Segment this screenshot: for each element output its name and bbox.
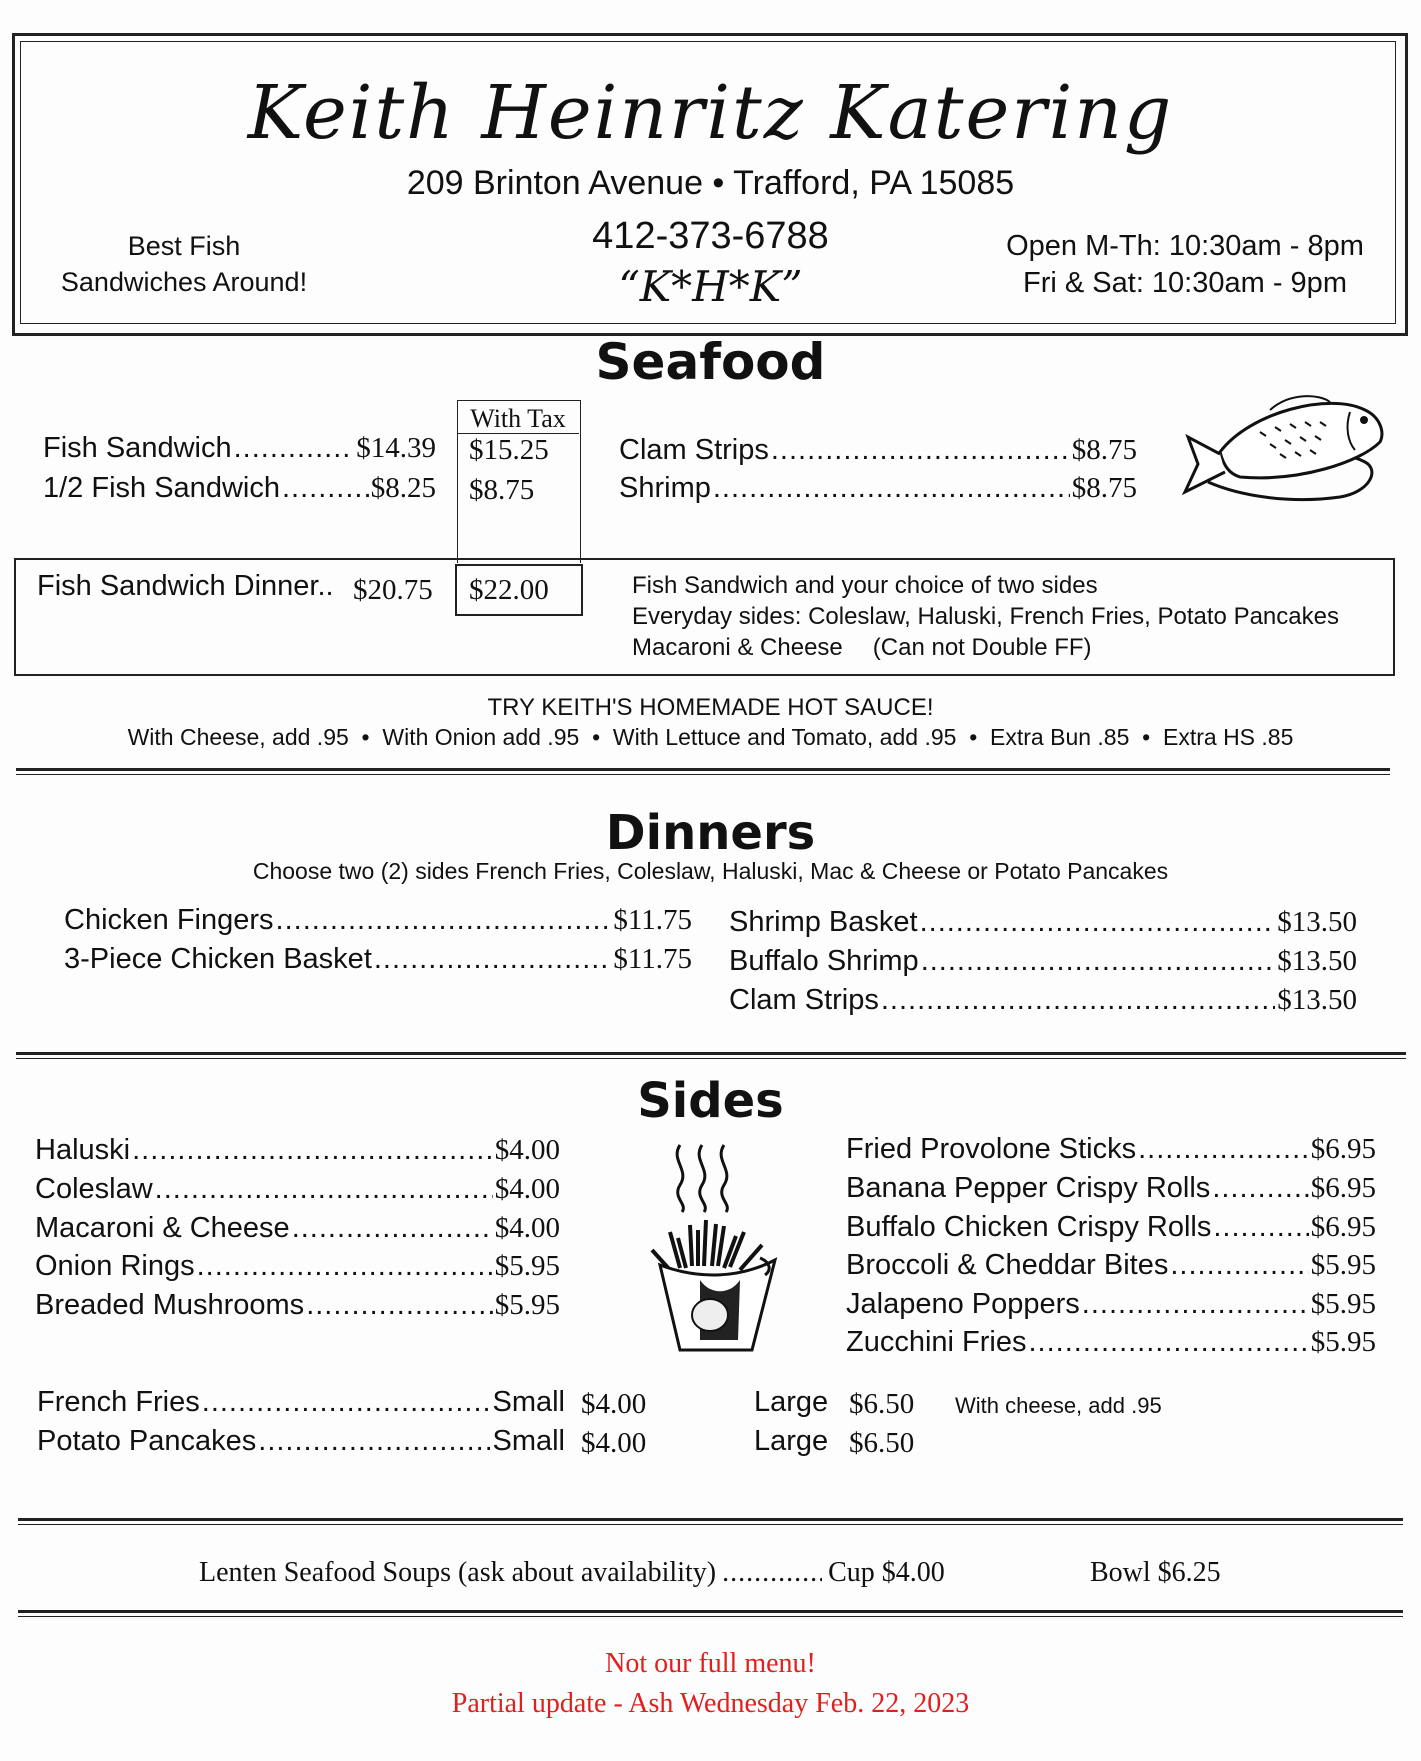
- item-with-tax-price: $15.25: [469, 434, 549, 466]
- soup-cup-price: Cup $4.00: [828, 1557, 945, 1588]
- item-price: $4.00: [494, 1212, 560, 1244]
- with-tax-label: With Tax: [470, 404, 566, 433]
- side-item: [846, 1249, 1376, 1282]
- fish-dinner-price: $20.75: [353, 574, 433, 606]
- item-with-tax-price: $8.75: [469, 474, 535, 506]
- dinner-item: [729, 906, 1357, 939]
- item-name: Haluski: [35, 1134, 131, 1166]
- item-name: Clam Strips: [729, 984, 879, 1016]
- item-price: $6.95: [1310, 1211, 1376, 1243]
- sized-side-item: [37, 1425, 565, 1458]
- tagline-line1: Best Fish: [127, 231, 241, 261]
- seafood-item: [619, 434, 1137, 467]
- leader-dots: [155, 1173, 493, 1206]
- item-name: Buffalo Shrimp: [729, 945, 919, 977]
- item-name: Potato Pancakes: [37, 1425, 257, 1457]
- desc-line: Fish Sandwich and your choice of two sides: [632, 572, 1098, 599]
- leader-dots: [197, 1250, 493, 1283]
- dinner-item: [729, 984, 1357, 1017]
- divider: [18, 1518, 1403, 1525]
- leader-dots: [202, 1386, 491, 1419]
- side-item: [846, 1133, 1376, 1166]
- seafood-item: [43, 472, 436, 505]
- dinners-subtitle: Choose two (2) sides French Fries, Coleslaw, Haluski, Mac & Cheese or Potato Pancakes: [252, 858, 1169, 884]
- business-name: Keith Heinritz Katering: [247, 70, 1174, 156]
- leader-dots: [258, 1425, 490, 1458]
- fish-dinner-with-tax: $22.00: [469, 574, 549, 606]
- small-price: $4.00: [581, 1388, 647, 1420]
- item-name: Macaroni & Cheese: [35, 1212, 290, 1244]
- item-price: $5.95: [1310, 1249, 1376, 1281]
- initials: “K*H*K”: [618, 262, 803, 311]
- address: 209 Brinton Avenue • Trafford, PA 15085: [406, 164, 1015, 202]
- leader-dots: [276, 904, 612, 937]
- large-label: Large: [754, 1425, 829, 1457]
- item-price: $5.95: [1310, 1288, 1376, 1320]
- leader-dots: [292, 1212, 493, 1245]
- hot-sauce-promo: TRY KEITH'S HOMEMADE HOT SAUCE!: [487, 694, 934, 721]
- leader-dots: [374, 943, 611, 976]
- seafood-title: Seafood: [595, 333, 826, 391]
- leader-dots: [132, 1134, 493, 1167]
- divider: [18, 1610, 1403, 1617]
- footer-note: Not our full menu!: [605, 1648, 816, 1679]
- side-item: [846, 1288, 1376, 1321]
- small-label: Small: [492, 1386, 565, 1418]
- side-item: [35, 1173, 560, 1206]
- leader-dots: [282, 472, 369, 505]
- item-name: Banana Pepper Crispy Rolls: [846, 1172, 1211, 1204]
- item-name: Onion Rings: [35, 1250, 195, 1282]
- soup-bowl-price: Bowl $6.25: [1090, 1557, 1221, 1588]
- item-name: Zucchini Fries: [846, 1326, 1027, 1358]
- item-name: Jalapeno Poppers: [846, 1288, 1080, 1320]
- item-price: $11.75: [613, 943, 692, 975]
- side-item: [35, 1289, 560, 1322]
- tagline-line2: Sandwiches Around!: [60, 267, 308, 297]
- item-name: 3-Piece Chicken Basket: [64, 943, 372, 975]
- item-price: $6.95: [1310, 1172, 1376, 1204]
- addons-line: With Cheese, add .95 • With Onion add .95 • With Lettuce and Tomato, add .95 • Extra Bun .85 • Extra HS .85: [127, 724, 1294, 750]
- fries-illustration: [640, 1140, 790, 1355]
- hours-line1: Open M-Th: 10:30am - 8pm: [1006, 230, 1364, 262]
- dinner-item: [64, 904, 692, 937]
- leader-dots: [1212, 1172, 1308, 1205]
- desc-line: [632, 632, 1339, 663]
- hours: [990, 228, 1380, 302]
- tagline: [44, 228, 324, 300]
- leader-dots: [1082, 1288, 1309, 1321]
- item-name: Shrimp: [619, 472, 711, 504]
- side-item: [35, 1134, 560, 1167]
- dinner-item: [729, 945, 1357, 978]
- leader-dots: [234, 432, 355, 465]
- desc-sides: Macaroni & Cheese: [632, 634, 843, 661]
- leader-dots: [920, 906, 1276, 939]
- item-name: French Fries: [37, 1386, 200, 1418]
- sized-side-item: [37, 1386, 565, 1419]
- item-name: Broccoli & Cheddar Bites: [846, 1249, 1169, 1281]
- leader-dots: [1138, 1133, 1309, 1166]
- item-price: $8.75: [1071, 472, 1137, 504]
- side-item: [35, 1250, 560, 1283]
- item-name: Coleslaw: [35, 1173, 153, 1205]
- dinner-item: [64, 943, 692, 976]
- leader-dots: [921, 945, 1276, 978]
- side-item: [35, 1212, 560, 1245]
- item-price: $8.75: [1071, 434, 1137, 466]
- item-name: Chicken Fingers: [64, 904, 274, 936]
- divider: [16, 1052, 1406, 1059]
- item-price: $8.25: [370, 472, 436, 504]
- desc-line: Everyday sides: Coleslaw, Haluski, French Fries, Potato Pancakes: [632, 603, 1339, 630]
- item-price: $6.95: [1310, 1133, 1376, 1165]
- soup-item: [199, 1557, 999, 1589]
- divider: [16, 768, 1390, 775]
- soup-name: Lenten Seafood Soups (ask about availability): [199, 1557, 717, 1588]
- leader-dots: [306, 1289, 493, 1322]
- small-price: $4.00: [581, 1427, 647, 1459]
- item-name: Fried Provolone Sticks: [846, 1133, 1137, 1165]
- item-price: $5.95: [494, 1289, 560, 1321]
- large-price: $6.50: [849, 1427, 915, 1459]
- side-item: [846, 1326, 1376, 1359]
- item-price: $14.39: [356, 432, 436, 464]
- side-item: [846, 1172, 1376, 1205]
- large-label: Large: [754, 1386, 829, 1418]
- leader-dots: [713, 472, 1070, 505]
- leader-dots: [771, 434, 1070, 467]
- item-price: $5.95: [494, 1250, 560, 1282]
- small-label: Small: [492, 1425, 565, 1457]
- item-name: 1/2 Fish Sandwich: [43, 472, 280, 504]
- large-price: $6.50: [849, 1388, 915, 1420]
- sides-title: Sides: [637, 1073, 784, 1129]
- desc-note: (Can not Double FF): [872, 634, 1092, 661]
- item-name: Buffalo Chicken Crispy Rolls: [846, 1211, 1212, 1243]
- item-name: Breaded Mushrooms: [35, 1289, 305, 1321]
- dinners-title: Dinners: [605, 805, 816, 861]
- leader-dots: [1213, 1211, 1308, 1244]
- item-price: $13.50: [1277, 984, 1357, 1016]
- item-price: $4.00: [494, 1134, 560, 1166]
- item-name: Fish Sandwich: [43, 432, 232, 464]
- hours-line2: Fri & Sat: 10:30am - 9pm: [1023, 267, 1347, 299]
- item-price: $13.50: [1277, 945, 1357, 977]
- leader-dots: [881, 984, 1275, 1017]
- phone: 412-373-6788: [592, 215, 829, 257]
- item-price: $5.95: [1310, 1326, 1376, 1358]
- side-item: [846, 1211, 1376, 1244]
- fish-dinner-description: [632, 570, 1339, 663]
- item-price: $4.00: [494, 1173, 560, 1205]
- fish-dinner-name: Fish Sandwich Dinner..: [37, 570, 334, 602]
- footer-update: Partial update - Ash Wednesday Feb. 22, 2023: [451, 1688, 970, 1719]
- fish-illustration: [1180, 392, 1395, 537]
- item-price: $13.50: [1277, 906, 1357, 938]
- leader-dots: [722, 1557, 822, 1589]
- item-name: Clam Strips: [619, 434, 769, 466]
- seafood-item: [619, 472, 1137, 505]
- item-price: $11.75: [613, 904, 692, 936]
- fries-cheese-note: With cheese, add .95: [955, 1393, 1162, 1418]
- seafood-item: [43, 432, 436, 465]
- item-name: Shrimp Basket: [729, 906, 918, 938]
- leader-dots: [1029, 1326, 1309, 1359]
- leader-dots: [1170, 1249, 1308, 1282]
